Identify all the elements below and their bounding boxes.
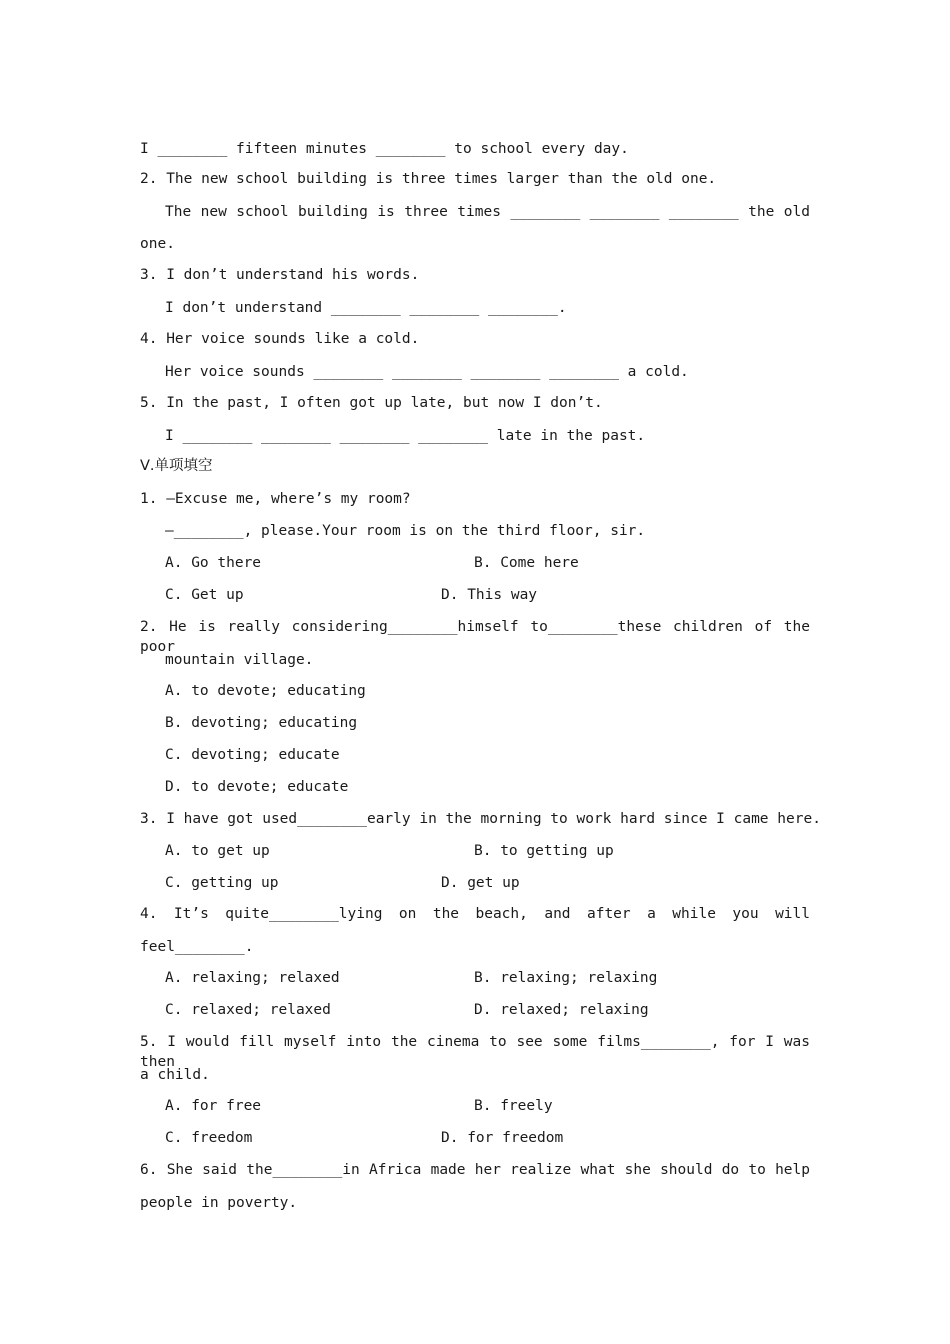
mc2-stem-continuation: mountain village. xyxy=(165,652,314,668)
mc1-stem: 1. —Excuse me, where’s my room? xyxy=(140,491,411,507)
mc4-stem-continuation: feel________. xyxy=(140,939,254,955)
mc3-option-a: A. to get up xyxy=(165,843,270,859)
q2-prompt: 2. The new school building is three times larger than the old one. xyxy=(140,171,717,187)
mc1-reply: —________, please.Your room is on the third floor, sir. xyxy=(165,523,646,539)
mc1-option-a: A. Go there xyxy=(165,555,262,571)
mc4-stem: 4. It’s quite________lying on the beach, and after a while you will xyxy=(140,906,810,922)
q4-answer-line: Her voice sounds ________ ________ ________ ________ a cold. xyxy=(165,364,689,380)
mc1-option-c: C. Get up xyxy=(165,587,244,603)
section-heading: Ⅴ.单项填空 xyxy=(140,458,213,474)
mc2-stem: 2. He is really considering________himself to________these children of the poor xyxy=(140,619,810,655)
mc5-option-b: B. freely xyxy=(474,1098,553,1114)
q5-prompt: 5. In the past, I often got up late, but now I don’t. xyxy=(140,395,603,411)
q3-answer-line: I don’t understand ________ ________ ________. xyxy=(165,300,567,316)
q3-prompt: 3. I don’t understand his words. xyxy=(140,267,420,283)
mc3-option-c: C. getting up xyxy=(165,875,279,891)
mc4-option-d: D. relaxed; relaxing xyxy=(474,1002,649,1018)
mc6-stem-continuation: people in poverty. xyxy=(140,1195,298,1211)
mc5-stem: 5. I would fill myself into the cinema to see some films________, for I was then xyxy=(140,1034,810,1070)
q5-answer-line: I ________ ________ ________ ________ late in the past. xyxy=(165,428,646,444)
mc5-option-c: C. freedom xyxy=(165,1130,253,1146)
mc2-option-b: B. devoting; educating xyxy=(165,715,358,731)
mc5-option-d: D. for freedom xyxy=(441,1130,564,1146)
q2-answer-line: The new school building is three times ________ ________ ________ the old xyxy=(165,204,810,220)
mc3-stem: 3. I have got used________early in the morning to work hard since I came here. xyxy=(140,811,821,827)
mc5-stem-continuation: a child. xyxy=(140,1067,210,1083)
mc5-option-a: A. for free xyxy=(165,1098,262,1114)
mc4-option-b: B. relaxing; relaxing xyxy=(474,970,658,986)
mc6-stem: 6. She said the________in Africa made her realize what she should do to help xyxy=(140,1162,810,1178)
mc2-option-a: A. to devote; educating xyxy=(165,683,366,699)
mc3-option-b: B. to getting up xyxy=(474,843,614,859)
mc1-option-d: D. This way xyxy=(441,587,538,603)
mc1-option-b: B. Come here xyxy=(474,555,579,571)
mc4-option-a: A. relaxing; relaxed xyxy=(165,970,340,986)
mc3-option-d: D. get up xyxy=(441,875,520,891)
mc4-option-c: C. relaxed; relaxed xyxy=(165,1002,331,1018)
q4-prompt: 4. Her voice sounds like a cold. xyxy=(140,331,420,347)
mc2-option-d: D. to devote; educate xyxy=(165,779,349,795)
mc2-option-c: C. devoting; educate xyxy=(165,747,340,763)
q1-answer-line: I ________ fifteen minutes ________ to school every day. xyxy=(140,141,629,157)
q2-answer-continuation: one. xyxy=(140,236,175,252)
